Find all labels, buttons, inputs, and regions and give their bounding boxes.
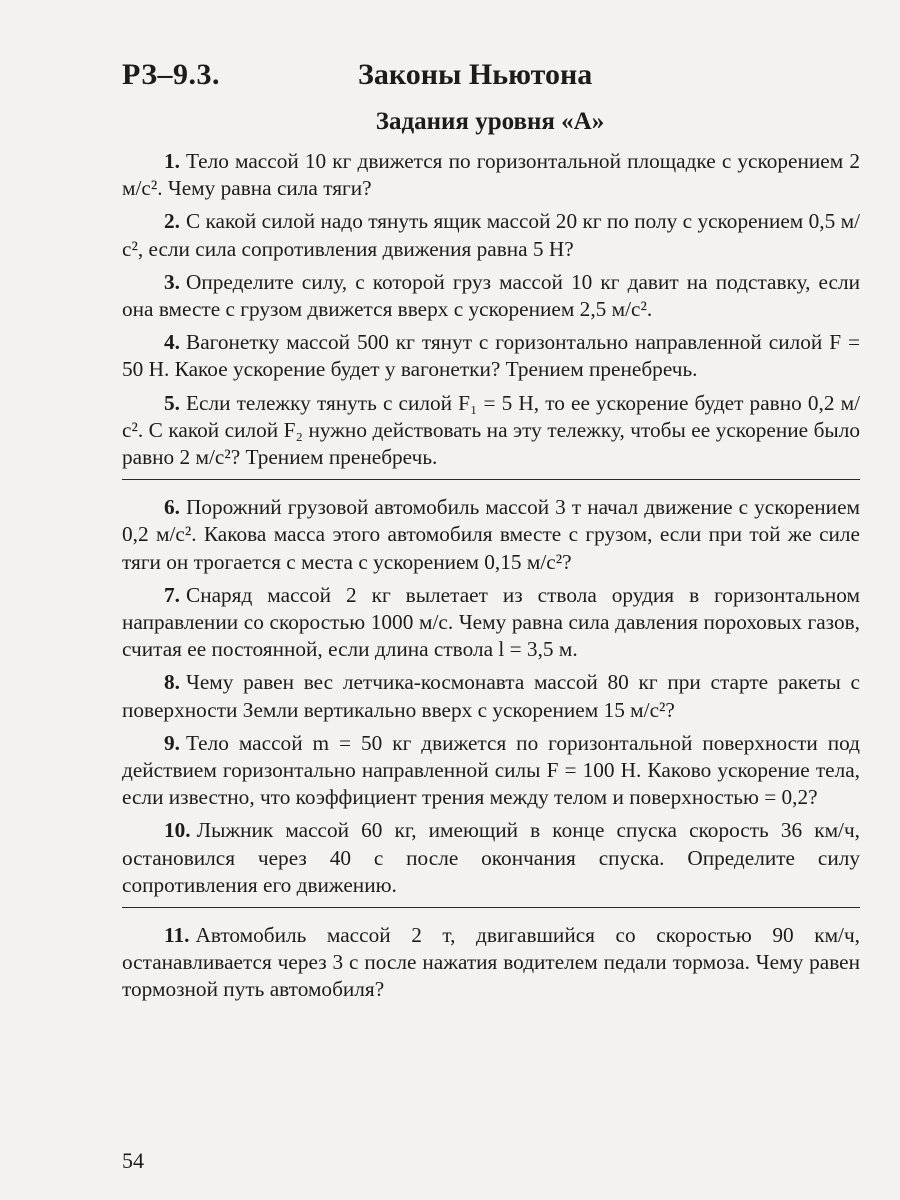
task-number: 9. (164, 730, 180, 755)
task-number: 10. (164, 818, 191, 843)
section-divider (122, 907, 860, 908)
section-code: РЗ–9.3. (122, 58, 221, 91)
task-item (122, 208, 860, 262)
task-item (122, 269, 860, 323)
task-text: Порожний грузовой автомобиль массой 3 т начал движение с ускорением 0,2 м/с². Какова масса этого автомобиля вместе с грузом, если при той же силе тяги он трогается с места с ускорением 0,15 м/с²? (122, 495, 860, 574)
level-title: Задания уровня «А» (375, 108, 605, 135)
task-text: Снаряд массой 2 кг вылетает из ствола орудия в горизонтальном направлении со скоростью 1000 м/с. Чему равна сила давления пороховых газов, считая ее постоянной, если длина ствола l = 3,5 м. (122, 582, 860, 662)
task-text: Если тележку тянуть с силой F₁ = 5 Н, то ее ускорение будет равно 0,2 м/с². С какой силой F₂ нужно действовать на эту тележку, чтобы ее ускорение было равно 2 м/с²? Трением пренебречь. (122, 390, 860, 470)
task-text: Определите силу, с которой груз массой 10 кг давит на подставку, если она вместе с грузом движется вверх с ускорением 2,5 м/с². (122, 269, 860, 322)
task-item (122, 730, 860, 812)
task-number: 3. (164, 269, 180, 294)
task-number: 2. (164, 209, 180, 234)
task-item (122, 390, 860, 472)
task-number: 1. (164, 149, 180, 173)
task-item (122, 817, 860, 899)
section-header (122, 58, 860, 98)
task-text: Тело массой m = 50 кг движется по горизонтальной поверхности под действием горизонтально направленной силы F = 100 Н. Каково ускорение тела, если известно, что коэффициент трения между телом и поверхностью = 0,2? (122, 730, 860, 810)
task-item (122, 922, 860, 1004)
task-item (122, 329, 860, 383)
section-title: Законы Ньютона (358, 58, 593, 91)
task-text: Лыжник массой 60 кг, имеющий в конце спуска скорость 36 км/ч, остановился через 40 с после окончания спуска. Определите силу сопротивления его движению. (122, 818, 860, 897)
task-text: С какой силой надо тянуть ящик массой 20 кг по полу с ускорением 0,5 м/с², если сила сопротивления движения равна 5 Н? (122, 209, 860, 261)
task-item (122, 582, 860, 664)
task-number: 6. (164, 495, 180, 520)
task-item (122, 669, 860, 723)
task-number: 5. (164, 390, 180, 415)
task-item (122, 148, 860, 202)
section-divider (122, 479, 860, 480)
task-number: 7. (164, 582, 180, 607)
task-item (122, 494, 860, 576)
task-number: 8. (164, 670, 180, 695)
task-number: 11. (164, 923, 190, 948)
page-number: 54 (122, 1148, 144, 1173)
task-number: 4. (164, 330, 180, 355)
task-list (122, 148, 860, 1010)
task-text: Тело массой 10 кг движется по горизонтальной площадке с ускорением 2 м/с². Чему равна сила тяги? (122, 149, 860, 201)
task-text: Вагонетку массой 500 кг тянут с горизонтально направленной силой F = 50 Н. Какое ускорение будет у вагонетки? Трением пренебречь. (122, 330, 860, 382)
task-text: Чему равен вес летчика-космонавта массой 80 кг при старте ракеты с поверхности Земли вертикально вверх с ускорением 15 м/с²? (122, 670, 860, 722)
task-text: Автомобиль массой 2 т, двигавшийся со скоростью 90 км/ч, останавливается через 3 с после нажатия водителем педали тормоза. Чему равен тормозной путь автомобиля? (122, 923, 860, 1002)
